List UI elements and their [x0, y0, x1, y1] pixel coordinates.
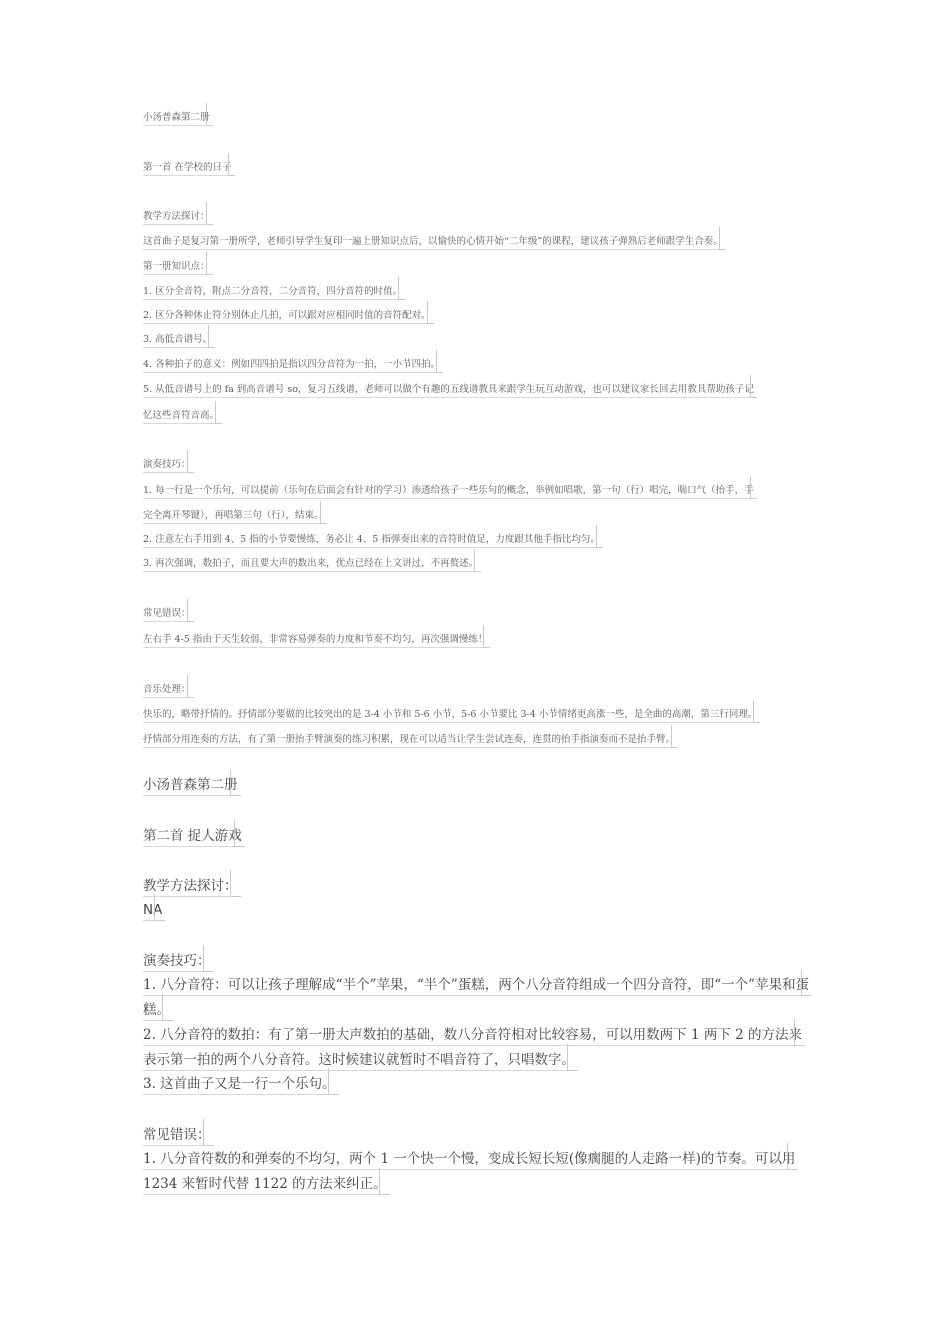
knowledge-heading: 第一册知识点： — [143, 261, 210, 272]
method-text: 这首曲子是复习第一册所学，老师引导学生复印一遍上册知识点后，以愉快的心情开始“二年级”的课程，建议孩子弹熟后老师跟学生合奏。 — [143, 236, 723, 247]
piece-title: 第一首 在学校的日子 — [143, 162, 232, 173]
technique-item-2: 3. 这首曲子又是一行一个乐句。 — [143, 1076, 336, 1092]
technique-item: 2. 注意左右手用到 4、5 指的小节要慢练，务必让 4、5 指弹奏出来的音符时值足，力度跟其他手指比均匀。 — [143, 534, 600, 545]
errors-item-2-cont: 1234 来暂时代替 1122 的方法来纠正。 — [143, 1176, 387, 1192]
technique-heading: 演奏技巧： — [143, 459, 191, 470]
book-title: 小汤普森第二册 — [143, 112, 210, 123]
knowledge-item: 1. 区分全音符，附点二分音符，二分音符，四分音符的时值。 — [143, 286, 403, 297]
knowledge-item: 4. 各种拍子的意义：例如四四拍是指以四分音符为一拍，一小节四拍。 — [143, 359, 441, 370]
music-item: 抒情部分用连奏的方法，有了第一册抬手臂演奏的练习积累，现在可以适当让学生尝试连奏，连贯的抬手指演奏而不是抬手臂。 — [143, 734, 676, 745]
technique-item-2: 2. 八分音符的数拍：有了第一册大声数拍的基础，数八分音符相对比较容易，可以用数两下 1 两下 2 的方法来 — [143, 1027, 803, 1043]
method-heading-2: 教学方法探讨： — [143, 878, 238, 894]
technique-item-2-cont: 糕。 — [143, 1002, 170, 1018]
technique-item: 1. 每一行是一个乐句，可以提前（乐句在后面会有针对的学习）渗透给孩子一些乐句的概念，举例如唱歌，第一句（行）唱完，喘口气（抬手，手 — [143, 485, 754, 496]
book-title-2: 小汤普森第二册 — [143, 777, 238, 793]
technique-item-2-cont: 表示第一拍的两个八分音符。这时候建议就暂时不唱音符了，只唱数字。 — [143, 1052, 575, 1068]
errors-item: 左右手 4-5 指由于天生较弱，非常容易弹奏的力度和节奏不均匀，再次强调慢练！ — [143, 634, 488, 645]
errors-heading: 常见错误： — [143, 608, 191, 619]
music-heading: 音乐处理： — [143, 684, 191, 695]
knowledge-item-cont: 忆这些音符音高。 — [143, 410, 220, 421]
technique-item: 3. 再次强调，数拍子，而且要大声的数出来，优点已经在上文讲过，不再赘述。 — [143, 558, 479, 569]
music-item: 快乐的，略带抒情的。抒情部分要做的比较突出的是 3-4 小节和 5-6 小节，5-6 小节要比 3-4 小节情绪更高涨一些，是全曲的高潮，第三行同理。 — [143, 709, 758, 720]
technique-item-2: 1. 八分音符：可以让孩子理解成“半个”苹果，“半个”蛋糕，两个八分音符组成一个四分音符，即“一个”苹果和蛋 — [143, 977, 810, 993]
technique-heading-2: 演奏技巧： — [143, 953, 211, 969]
method-text-2: NA — [143, 902, 163, 918]
technique-item-cont: 完全离开琴键），再唱第三句（行），结束。 — [143, 510, 324, 521]
piece-title-2: 第二首 捉人游戏 — [143, 828, 242, 844]
errors-item-2: 1. 八分音符数的和弹奏的不均匀，两个 1 一个快一个慢，变成长短长短(像瘸腿的人走路一样)的节奏。可以用 — [143, 1151, 796, 1167]
errors-heading-2: 常见错误： — [143, 1127, 211, 1143]
knowledge-item: 3. 高低音谱号。 — [143, 334, 213, 345]
knowledge-item: 5. 从低音谱号上的 fa 到高音谱号 so，复习五线谱，老师可以做个有趣的五线谱教具来跟学生玩互动游戏，也可以建议家长回去用教具帮助孩子记 — [143, 384, 754, 395]
method-heading: 教学方法探讨： — [143, 211, 210, 222]
knowledge-item: 2. 区分各种休止符分别休止几拍，可以跟对应相同时值的音符配对。 — [143, 310, 431, 321]
